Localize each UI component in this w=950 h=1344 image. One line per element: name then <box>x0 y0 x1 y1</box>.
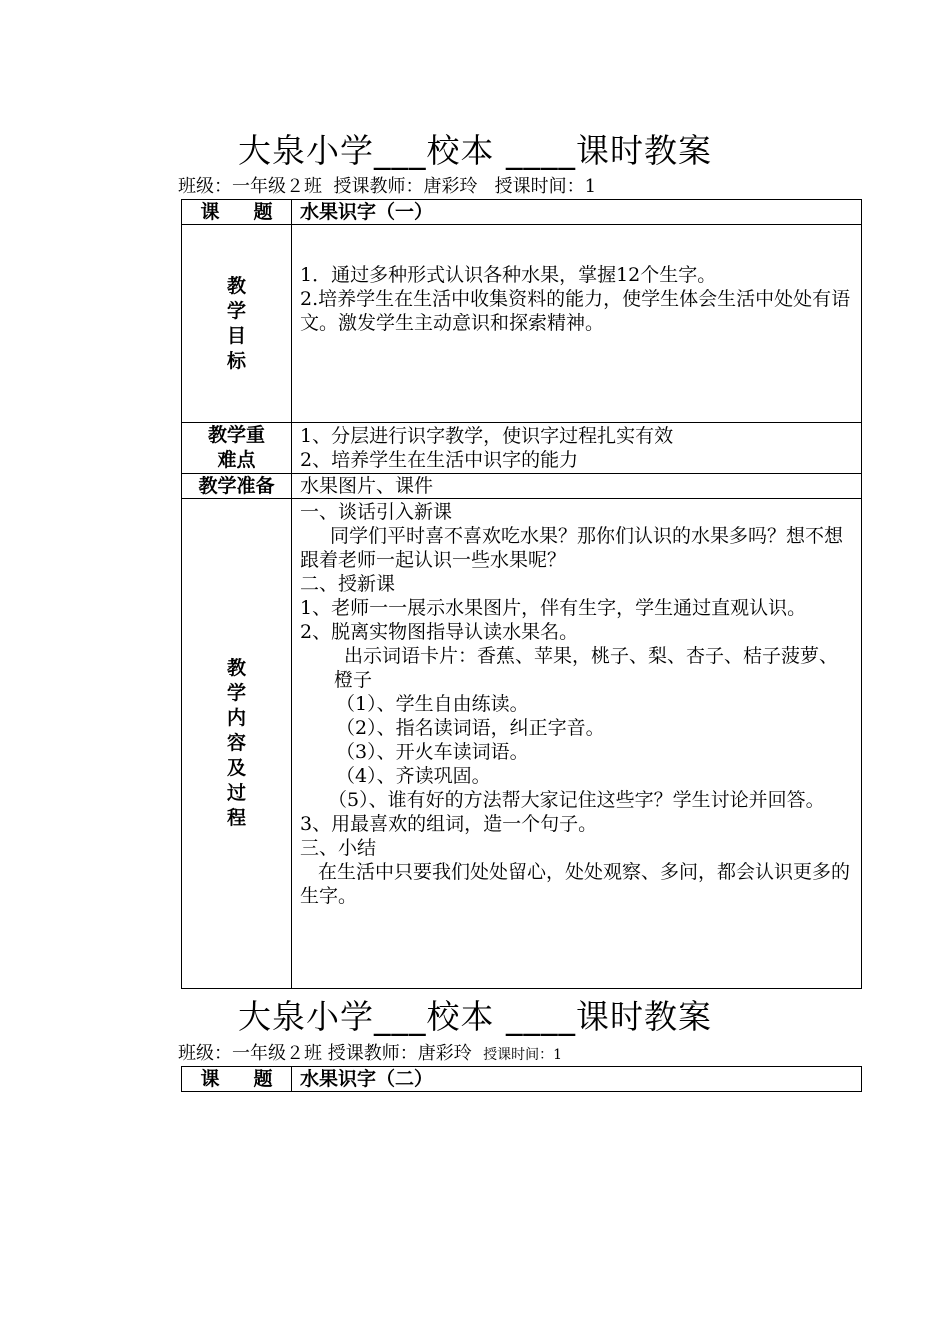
subject-value: 水果识字（一） <box>292 200 862 225</box>
step-item: （4）、齐读巩固。 <box>336 765 491 787</box>
prep-label: 教学准备 <box>182 474 292 499</box>
class-info: 班级：一年级２班 <box>178 1043 322 1064</box>
list-item: 1、老师一一展示水果图片，伴有生字，学生通过直观认识。 <box>300 597 807 619</box>
section-heading: 二、授新课 <box>300 573 396 595</box>
paragraph: 同学们平时喜不喜欢吃水果？那你们认识的水果多吗？想不想跟着老师一起认识一些水果呢？ <box>300 525 844 571</box>
time-info: 授课时间：1 <box>483 1047 563 1063</box>
prep-row <box>182 474 862 499</box>
subject-label: 课 题 <box>182 200 292 225</box>
goals-content <box>292 225 862 423</box>
lesson-meta <box>178 176 596 198</box>
subject-label: 课 题 <box>182 1067 292 1092</box>
section-heading: 一、谈话引入新课 <box>300 501 453 523</box>
teacher-info: 授课教师：唐彩玲 <box>333 176 478 197</box>
focus-row <box>182 423 862 474</box>
step-item: （3）、开火车读词语。 <box>336 741 529 763</box>
paragraph: 在生活中只要我们处处留心，处处观察、多问，都会认识更多的生字。 <box>300 861 851 907</box>
page-title: 大泉小学___校本 ____课时教案 <box>238 131 712 170</box>
step-item: （2）、指名读词语，纠正字音。 <box>336 717 605 739</box>
goals-row <box>182 225 862 423</box>
lesson-plan-table-2 <box>181 1066 862 1092</box>
teacher-info: 授课教师：唐彩玲 <box>327 1043 472 1064</box>
time-info: 授课时间：1 <box>494 176 597 197</box>
process-content <box>292 499 862 989</box>
subject-value: 水果识字（二） <box>292 1067 862 1092</box>
focus-item: 1、分层进行识字教学，使识字过程扎实有效 <box>300 425 674 447</box>
process-label: 教 学 内 容 及 过 程 <box>182 499 292 989</box>
paragraph: 出示词语卡片：香蕉、苹果，桃子、梨、杏子、桔子菠萝、橙子 <box>334 645 839 691</box>
list-item: 2、脱离实物图指导认读水果名。 <box>300 621 579 643</box>
goal-item: 1．通过多种形式认识各种水果，掌握12个生字。 <box>300 263 717 286</box>
focus-content <box>292 423 862 474</box>
prep-content: 水果图片、课件 <box>292 474 862 499</box>
lesson-plan-table <box>181 199 862 989</box>
goals-label: 教 学 目 标 <box>182 225 292 423</box>
class-info: 班级：一年级２班 <box>178 176 322 197</box>
page-title-2: 大泉小学___校本 ____课时教案 <box>238 997 712 1036</box>
focus-item: 2、培养学生在生活中识字的能力 <box>300 449 579 471</box>
step-item: （5）、谁有好的方法帮大家记住这些字？学生讨论并回答。 <box>328 789 825 811</box>
process-row <box>182 499 862 989</box>
section-heading: 三、小结 <box>300 837 377 859</box>
focus-label: 教学重 难点 <box>182 423 292 474</box>
goal-item: 2.培养学生在生活中收集资料的能力，使学生体会生活中处处有语文。激发学生主动意识和探索精神。 <box>300 287 851 334</box>
lesson-meta-2 <box>178 1043 562 1066</box>
step-item: （1）、学生自由练读。 <box>336 693 529 715</box>
list-item: 3、用最喜欢的组词，造一个句子。 <box>300 813 598 835</box>
subject-row <box>182 200 862 225</box>
subject-row <box>182 1067 862 1092</box>
